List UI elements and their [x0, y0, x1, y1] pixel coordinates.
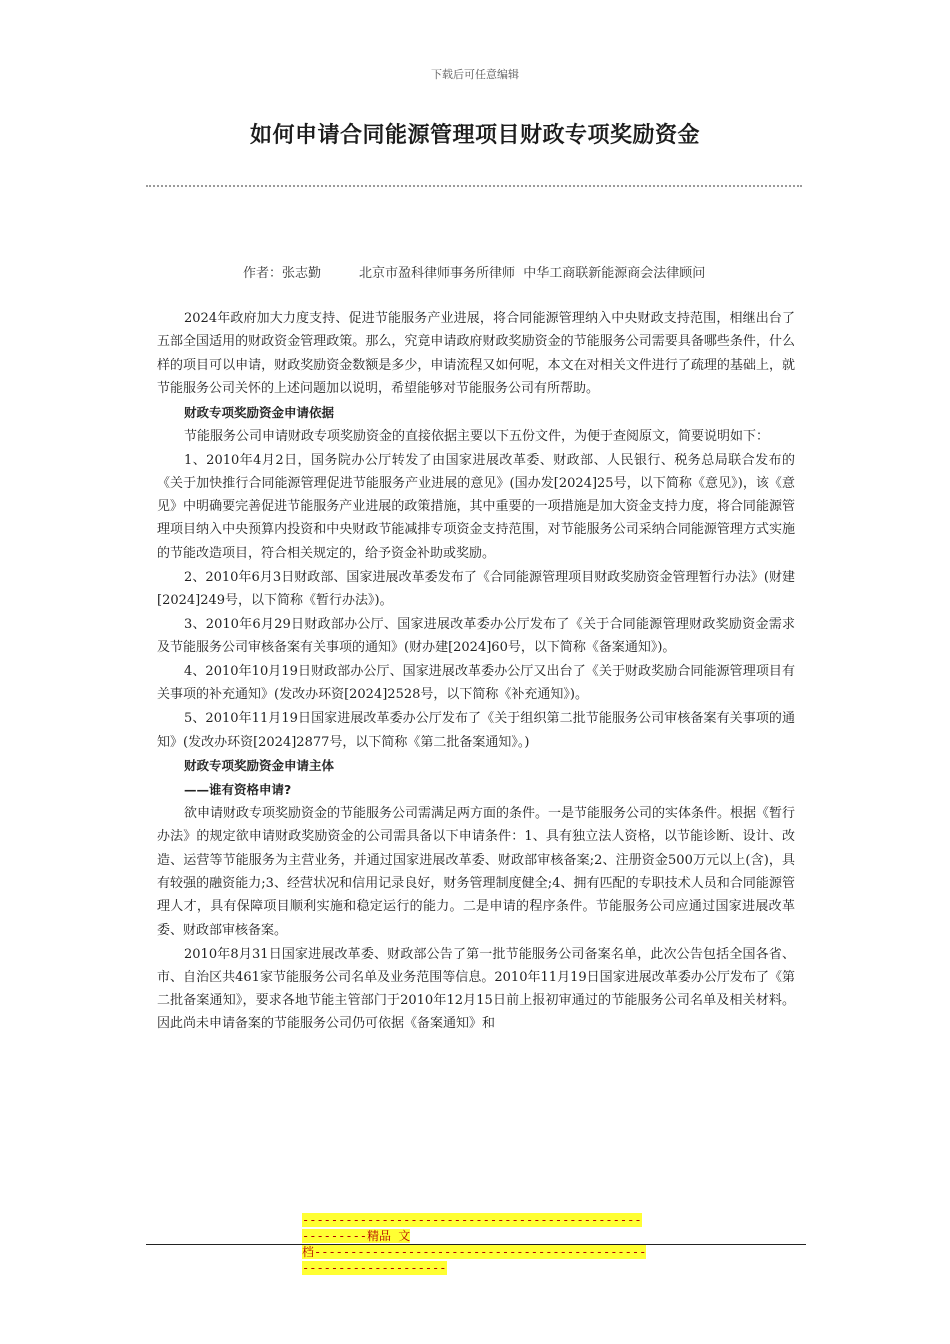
article-body — [157, 307, 795, 1036]
section-heading-applicant: 财政专项奖励资金申请主体 — [184, 758, 335, 774]
author-name: 作者：张志勤 — [243, 266, 322, 281]
list-item-document-2: 2、2010年6月3日财政部、国家进展改革委发布了《合同能源管理项目财政奖励资金管理暂行办法》(财建[2024]249号，以下简称《暂行办法》)。 — [157, 569, 795, 608]
dotted-divider — [146, 185, 802, 187]
section-heading-basis: 财政专项奖励资金申请依据 — [184, 404, 335, 420]
body-paragraph-conditions: 欲申请财政专项奖励资金的节能服务公司需满足两方面的条件。一是节能服务公司的实体条件。根据《暂行办法》的规定欲申请财政奖励资金的公司需具备以下申请条件：1、具有独立法人资格，以节能诊断、设计、改造、运营等节能服务为主营业务，并通过国家进展改革委、财政部审核备案;2、注册资金500万元以上(含)，具有较强的融资能力;3、经营状况和信用记录良好，财务管理制度健全;4、拥有匹配的专职技术人员和合同能源管理人才，具有保障项目顺利实施和稳定运行的能力。二是申请的程序条件。节能服务公司应通过国家进展改革委、财政部审核备案。 — [157, 806, 796, 938]
list-item-document-3: 3、2010年6月29日财政部办公厅、国家进展改革委办公厅发布了《关于合同能源管理财政奖励资金需求及节能服务公司审核备案有关事项的通知》(财办建[2024]60号，以下简称《备案通知》)。 — [157, 616, 795, 656]
section-subheading-who: ——谁有资格申请? — [184, 782, 292, 798]
author-line — [243, 262, 705, 281]
footer-divider — [146, 1244, 806, 1245]
footer-line-1: --------------------------------------------------------精品 文 — [302, 1213, 642, 1243]
list-item-document-5: 5、2010年11月19日国家进展改革委办公厅发布了《关于组织第二批节能服务公司审核备案有关事项的通知》(发改办环资[2024]2877号，以下简称《第二批备案通知》。) — [157, 711, 795, 750]
document-title: 如何申请合同能源管理项目财政专项奖励资金 — [249, 122, 700, 148]
body-paragraph-filing: 2010年8月31日国家进展改革委、财政部公告了第一批节能服务公司备案名单，此次公告包括全国各省、市、自治区共461家节能服务公司名单及业务范围等信息。2010年11月19日国家进展改革委办公厅发布了《第二批备案通知》，要求各地节能主管部门于2010年12月15日前上报初审通过的节能服务公司名单及相关材料。因此尚未申请备案的节能服务公司仍可依据《备案通知》和 — [157, 946, 795, 1032]
list-item-document-1: 1、2010年4月2日，国务院办公厅转发了由国家进展改革委、财政部、人民银行、税务总局联合发布的《关于加快推行合同能源管理促进节能服务产业进展的意见》(国办发[2024]25号，以下简称《意见》)，该《意见》中明确要完善促进节能服务产业进展的政策措施，其中重要的一项措施是加大资金支持力度，将合同能源管理项目纳入中央预算内投资和中央财政节能减排专项资金支持范围，对节能服务公司采纳合同能源管理方式实施的节能改造项目，符合相关规定的，给予资金补助或奖励。 — [157, 452, 795, 561]
list-item-document-4: 4、2010年10月19日财政部办公厅、国家进展改革委办公厅又出台了《关于财政奖励合同能源管理项目有关事项的补充通知》(发改办环资[2024]2528号，以下简称《补充通知》)。 — [157, 664, 795, 703]
author-affiliation: 北京市盈科律师事务所律师 中华工商联新能源商会法律顾问 — [359, 266, 706, 281]
page-header-note: 下载后可任意编辑 — [431, 68, 519, 81]
intro-paragraph: 2024年政府加大力度支持、促进节能服务产业进展，将合同能源管理纳入中央财政支持范围，相继出台了五部全国适用的财政资金管理政策。那么，究竟申请政府财政奖励资金的节能服务公司需要具备哪些条件，什么样的项目可以申请，财政奖励资金数额是多少，申请流程又如何呢，本文在对相关文件进行了疏理的基础上，就节能服务公司关怀的上述问题加以说明，希望能够对节能服务公司有所帮助。 — [157, 311, 795, 396]
body-paragraph: 节能服务公司申请财政专项奖励资金的直接依据主要以下五份文件，为便于查阅原文，简要说明如下： — [184, 428, 770, 444]
footer-line-2: 档------------------------------------------------------------------ — [302, 1245, 647, 1275]
